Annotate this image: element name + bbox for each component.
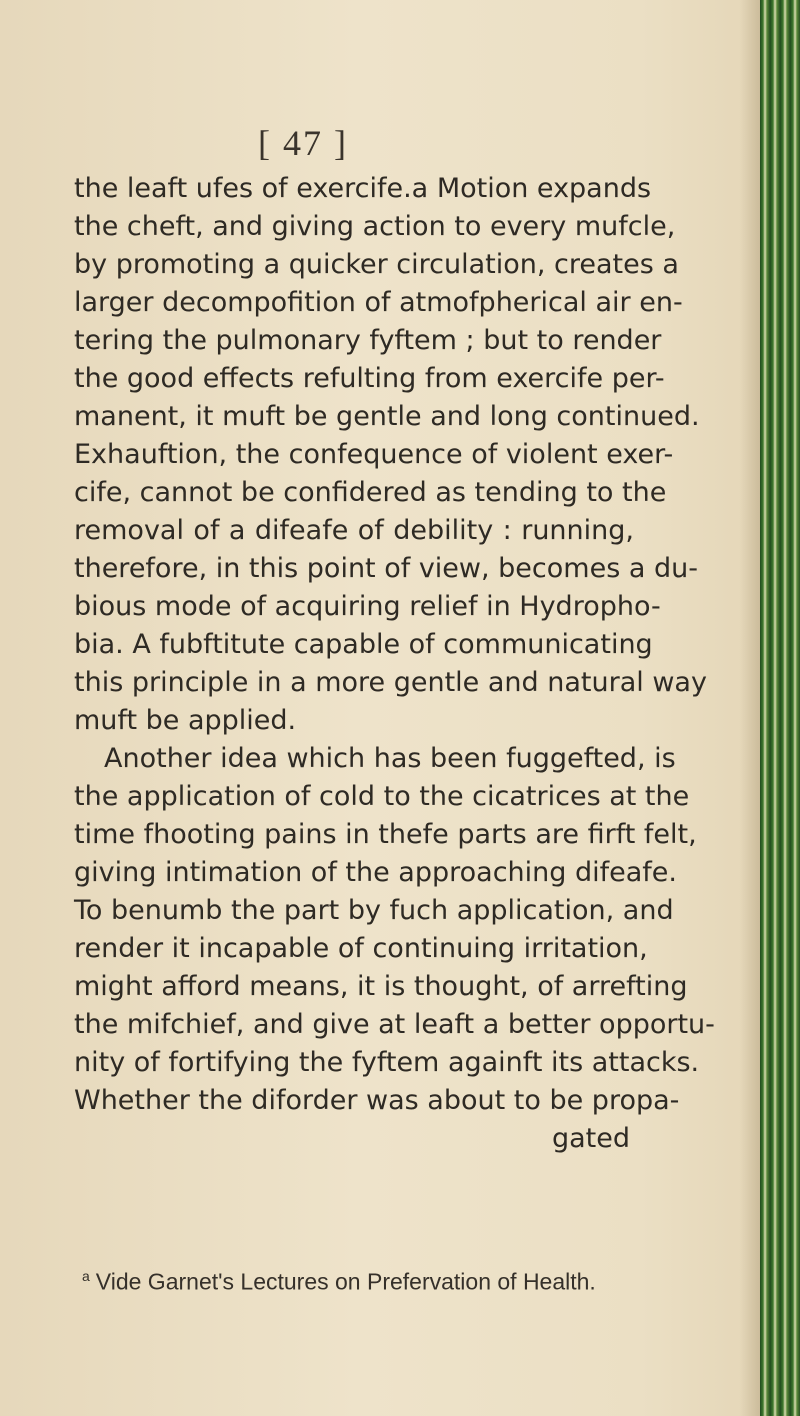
text-line: therefore, in this point of view, becomes a du- <box>74 553 698 584</box>
text-line: the application of cold to the cicatrices at the <box>74 781 690 812</box>
text-line: bious mode of acquiring relief in Hydropho- <box>74 591 661 622</box>
text-line: the mifchief, and give at leaft a better opportu- <box>74 1009 715 1040</box>
text-line: by promoting a quicker circulation, creates a <box>74 249 679 280</box>
text-line: this principle in a more gentle and natural way <box>74 667 707 698</box>
text-line: the good effects refulting from exercife per- <box>74 363 665 394</box>
text-line: removal of a difeafe of debility : running, <box>74 515 634 546</box>
body-text <box>74 170 715 1158</box>
book-fore-edge <box>760 0 800 1416</box>
text-line: the leaft ufes of exercife.a Motion expands <box>74 173 652 204</box>
text-line: Whether the diforder was about to be propa- <box>74 1085 680 1116</box>
page-number: [ 47 ] <box>258 123 348 163</box>
footnote <box>82 1268 596 1296</box>
text-line: manent, it muft be gentle and long continued. <box>74 401 700 432</box>
text-line: giving intimation of the approaching difeafe. <box>74 857 677 888</box>
text-line: nity of fortifying the fyftem againft its attacks. <box>74 1047 700 1078</box>
text-line: Exhauftion, the confequence of violent exer- <box>74 439 674 470</box>
text-line: To benumb the part by fuch application, and <box>74 895 674 926</box>
footnote-mark: a <box>82 1268 90 1284</box>
page-edge-shadow <box>740 0 762 1416</box>
text-line: tering the pulmonary fyftem ; but to render <box>74 325 662 356</box>
text-line: larger decompofition of atmofpherical air en- <box>74 287 683 318</box>
footnote-text: Vide Garnet's Lectures on Prefervation of Health. <box>95 1268 596 1295</box>
text-line: muft be applied. <box>74 705 297 736</box>
text-line: might afford means, it is thought, of arrefting <box>74 971 688 1002</box>
catchword: gated <box>551 1123 630 1154</box>
text-line: the cheft, and giving action to every mufcle, <box>74 211 676 242</box>
text-line: render it incapable of continuing irritation, <box>74 933 648 964</box>
text-line: cife, cannot be confidered as tending to the <box>74 477 667 508</box>
text-line: bia. A fubftitute capable of communicating <box>74 629 653 660</box>
text-line: Another idea which has been fuggefted, is <box>104 743 676 774</box>
text-line: time fhooting pains in thefe parts are firft felt, <box>74 819 697 850</box>
